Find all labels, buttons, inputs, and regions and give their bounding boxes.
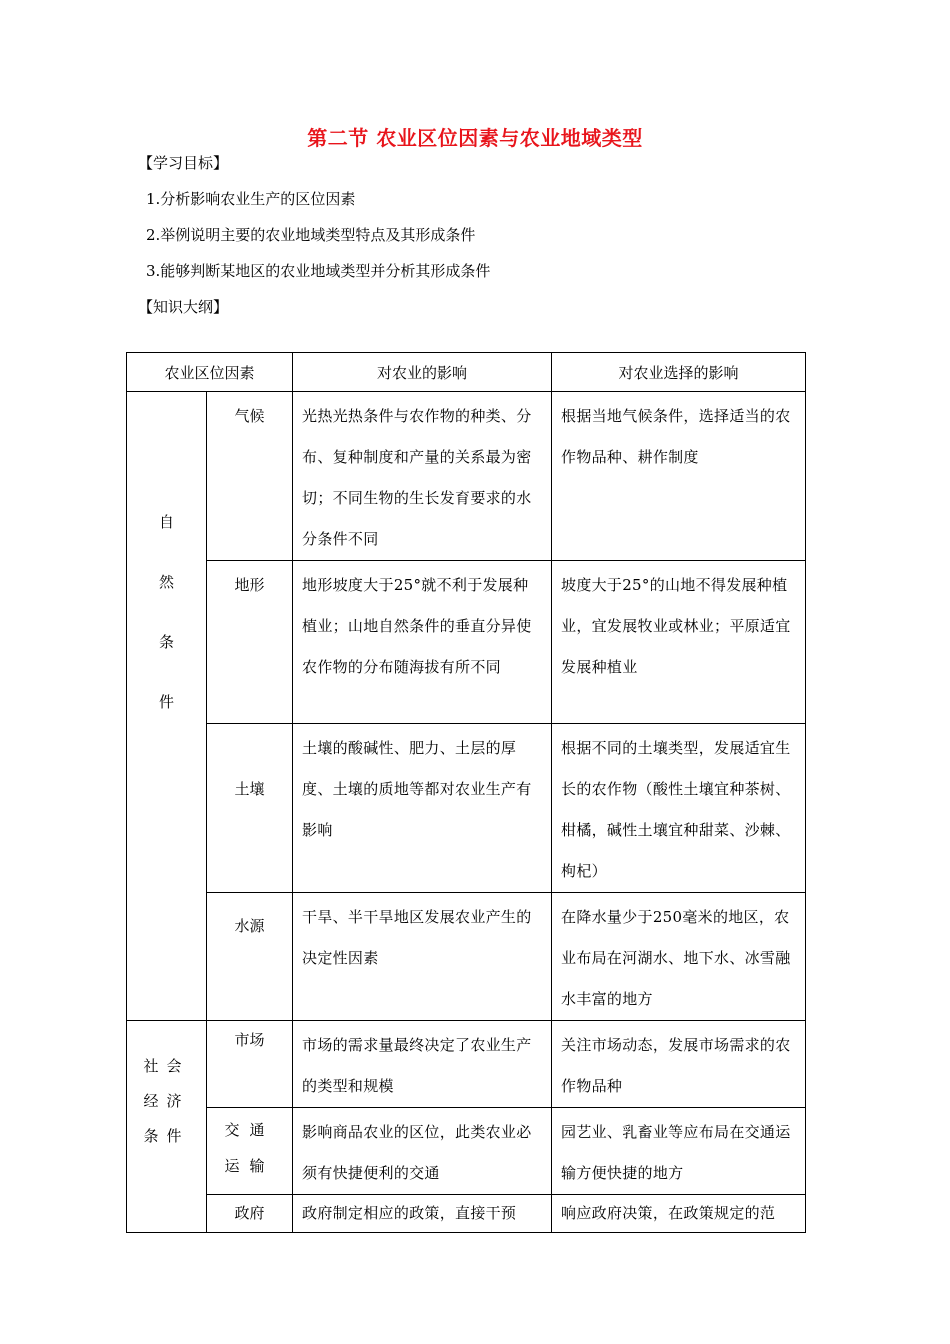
impact-text: 土壤的酸碱性、肥力、土层的厚度、土壤的质地等都对农业生产有影响 (302, 739, 532, 839)
factor-label: 交通 (224, 1121, 275, 1139)
label-char: 自 (158, 513, 174, 531)
choice-text: 坡度大于25°的山地不得发展种植业，宜发展牧业或林业；平原适宜发展种植业 (561, 576, 791, 676)
choice-cell (552, 561, 806, 724)
table-header-row (127, 353, 806, 392)
factors-table (126, 352, 806, 1233)
table-row (127, 1108, 806, 1195)
choice-cell (552, 1021, 806, 1108)
table-row (127, 724, 806, 893)
factor-label: 运输 (224, 1157, 275, 1175)
choice-cell (552, 1108, 806, 1195)
table-row (127, 561, 806, 724)
impact-text: 地形坡度大于25°就不利于发展种植业；山地自然条件的垂直分异使农作物的分布随海拔有所不同 (302, 576, 532, 676)
factor-label: 土壤 (234, 780, 265, 798)
factor-cell (207, 392, 293, 561)
choice-text: 在降水量少于250毫米的地区，农业布局在河湖水、地下水、冰雪融水丰富的地方 (561, 908, 791, 1008)
choice-text: 关注市场动态，发展市场需求的农作物品种 (561, 1036, 791, 1095)
header-choice: 对农业选择的影响 (552, 353, 806, 392)
objective-item: 2.举例说明主要的农业地域类型特点及其形成条件 (146, 226, 476, 244)
impact-cell (293, 561, 552, 724)
table-row (127, 1021, 806, 1108)
label-char: 件 (158, 693, 174, 711)
impact-cell (293, 1021, 552, 1108)
social-conditions-label (127, 1021, 207, 1233)
label-line: 经济 (143, 1092, 190, 1110)
choice-text: 根据不同的土壤类型，发展适宜生长的农作物（酸性土壤宜种茶树、柑橘，碱性土壤宜种甜菜、沙棘、枸杞） (561, 739, 791, 880)
factor-cell (207, 893, 293, 1021)
factor-cell (207, 1195, 293, 1233)
factor-cell (207, 561, 293, 724)
factor-label: 政府 (234, 1204, 265, 1222)
objective-item: 3.能够判断某地区的农业地域类型并分析其形成条件 (146, 262, 491, 280)
choice-text: 园艺业、乳畜业等应布局在交通运输方便快捷的地方 (561, 1123, 791, 1182)
label-char: 条 (158, 633, 174, 651)
impact-text: 干旱、半干旱地区发展农业产生的决定性因素 (302, 908, 532, 967)
choice-cell (552, 392, 806, 561)
label-line: 社会 (143, 1057, 190, 1075)
outline-heading: 【知识大纲】 (138, 298, 229, 316)
factor-cell (207, 724, 293, 893)
header-factor: 农业区位因素 (127, 353, 293, 392)
choice-cell (552, 893, 806, 1021)
choice-text: 响应政府决策，在政策规定的范 (561, 1204, 776, 1222)
choice-cell (552, 724, 806, 893)
header-impact: 对农业的影响 (293, 353, 552, 392)
factor-label: 气候 (234, 407, 265, 425)
impact-text: 光热光热条件与农作物的种类、分布、复种制度和产量的关系最为密切；不同生物的生长发育要求的水分条件不同 (302, 407, 532, 548)
factor-cell (207, 1108, 293, 1195)
choice-text: 根据当地气候条件，选择适当的农作物品种、耕作制度 (561, 407, 791, 466)
objective-item: 1.分析影响农业生产的区位因素 (146, 190, 356, 208)
label-line: 条件 (143, 1127, 190, 1145)
impact-cell (293, 724, 552, 893)
factor-label: 地形 (234, 576, 265, 594)
choice-cell (552, 1195, 806, 1233)
factor-cell (207, 1021, 293, 1108)
impact-text: 市场的需求量最终决定了农业生产的类型和规模 (302, 1036, 532, 1095)
table-row (127, 1195, 806, 1233)
impact-text: 影响商品农业的区位，此类农业必须有快捷便利的交通 (302, 1123, 532, 1182)
impact-cell (293, 893, 552, 1021)
label-char: 然 (158, 573, 174, 591)
page-title: 第二节 农业区位因素与农业地域类型 (307, 126, 643, 150)
impact-cell (293, 1108, 552, 1195)
factor-label: 水源 (234, 917, 265, 935)
table-row (127, 893, 806, 1021)
impact-cell (293, 392, 552, 561)
natural-conditions-label (127, 392, 207, 1021)
impact-cell (293, 1195, 552, 1233)
impact-text: 政府制定相应的政策，直接干预 (302, 1204, 517, 1222)
factor-label: 市场 (234, 1031, 265, 1049)
objectives-heading: 【学习目标】 (138, 154, 229, 172)
table-row (127, 392, 806, 561)
